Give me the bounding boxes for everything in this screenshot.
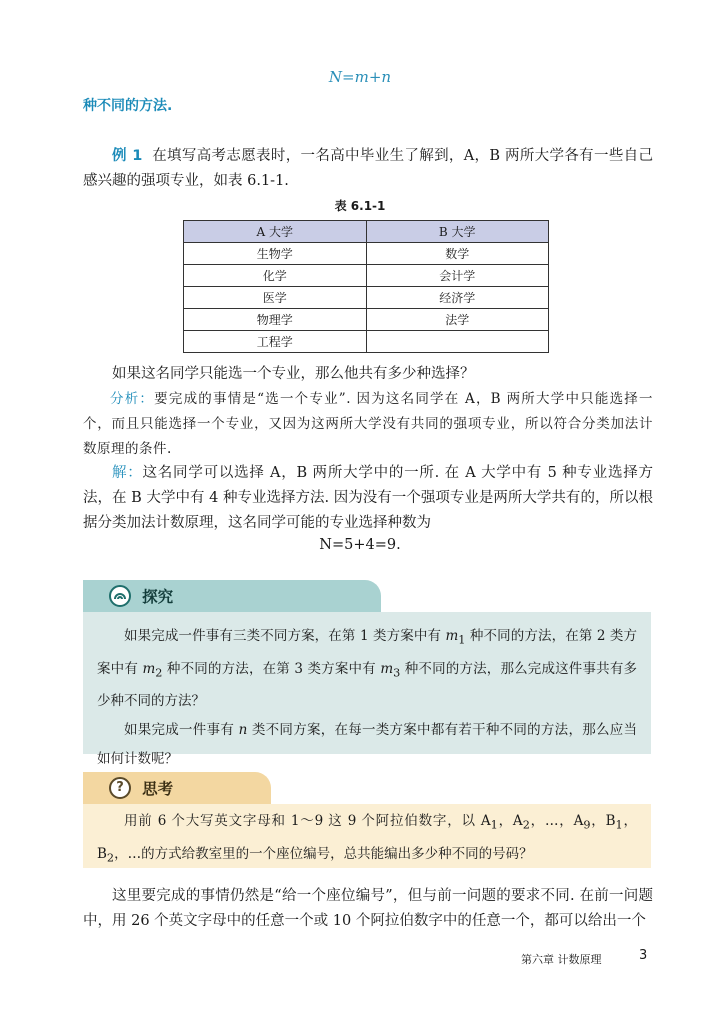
math-sub: 1 (458, 633, 466, 647)
table-cell: 化学 (184, 265, 367, 287)
explore-paragraph-2 (97, 716, 637, 774)
table-header-cell: B 大学 (366, 221, 549, 243)
formula-n-equals-m-plus-n: N=m+n (328, 68, 392, 86)
table-cell: 数学 (366, 243, 549, 265)
explore-paragraph-1 (97, 622, 637, 716)
think-text: ，B (97, 813, 638, 862)
table-cell (366, 331, 549, 353)
table-cell: 会计学 (366, 265, 549, 287)
example-label: 例 1 (112, 148, 143, 164)
solution-formula: N=5+4=9. (319, 537, 401, 553)
explore-text: 种不同的方法，在第 2 类方案中有 (97, 628, 637, 677)
explore-title: 探究 (142, 588, 174, 606)
think-body (83, 804, 651, 868)
explore-text: 种不同的方法，在第 3 类方案中有 (162, 660, 381, 677)
think-tab (83, 772, 271, 804)
think-text: ，A (497, 813, 523, 829)
math-sub: 1 (490, 818, 498, 832)
table-cell: 法学 (366, 309, 549, 331)
think-title: 思考 (142, 780, 174, 798)
example-paragraph (83, 144, 653, 194)
math-var: m (445, 628, 459, 644)
method-line: 种不同的方法. (83, 98, 173, 114)
question-paragraph: 如果这名同学只能选一个专业，那么他共有多少种选择？ (112, 366, 475, 382)
think-text: 用前 6 个大写英文字母和 1～9 这 9 个阿拉伯数字，以 A (124, 813, 491, 829)
think-text: ，…的方式给教室里的一个座位编号，总共能编出多少种不同的号码？ (114, 845, 533, 862)
math-sub: 2 (522, 818, 530, 832)
majors-table (183, 220, 549, 353)
table-row (184, 309, 549, 331)
explore-tab (83, 580, 381, 612)
solution-text: 这名同学可以选择 A，B 两所大学中的一所. 在 A 大学中有 5 种专业选择方法，在 B 大学中有 4 种专业选择方法. 因为没有一个强项专业是两所大学共有的，所以根据分类加法计数原理，这名同学可能的专业选择种数为 (83, 465, 653, 531)
math-sub: 3 (393, 666, 401, 680)
table-cell: 生物学 (184, 243, 367, 265)
explore-text: 如果完成一件事有 (124, 722, 239, 739)
explore-icon (109, 585, 131, 607)
closing-paragraph: 这里要完成的事情仍然是“给一个座位编号”，但与前一问题的要求不同. 在前一问题中，用 26 个英文字母中的任意一个或 10 个阿拉伯数字中的任意一个，都可以给出一个 (83, 888, 653, 929)
think-text: ，B (590, 813, 616, 829)
math-sub: 2 (155, 666, 163, 680)
table-cell: 工程学 (184, 331, 367, 353)
math-var: m (142, 660, 156, 677)
analysis-text: 要完成的事情是“选一个专业”. 因为这名同学在 A，B 两所大学中只能选择一个，而且只能选择一个专业，又因为这两所大学没有共同的强项专业，所以符合分类加法计数原理的条件. (83, 391, 654, 457)
math-sub: 9 (583, 818, 591, 832)
table-row (184, 331, 549, 353)
table-row (184, 243, 549, 265)
explore-body (83, 612, 651, 768)
example-text: 在填写高考志愿表时，一名高中毕业生了解到，A，B 两所大学各有一些自己感兴趣的强项专业，如表 6.1-1. (83, 148, 654, 189)
math-sub: 2 (106, 851, 115, 865)
table-row (184, 265, 549, 287)
explore-text: 如果完成一件事有三类不同方案，在第 1 类方案中有 (124, 628, 446, 644)
math-var: m (380, 660, 394, 677)
math-sub: 1 (615, 818, 623, 832)
think-paragraph (97, 807, 637, 872)
question-circle-icon: ? (109, 777, 131, 799)
table-header-cell: A 大学 (184, 221, 367, 243)
table-title: 表 6.1-1 (334, 199, 386, 213)
table-cell: 物理学 (184, 309, 367, 331)
solution-label: 解： (112, 465, 143, 481)
math-var: n (238, 722, 248, 739)
explore-box (83, 580, 651, 768)
analysis-label: 分析： (110, 391, 155, 407)
solution-paragraph (83, 461, 653, 536)
table-header-row (184, 221, 549, 243)
footer-page-number: 3 (639, 948, 648, 963)
analysis-paragraph (83, 387, 653, 462)
table-row (184, 287, 549, 309)
explore-text: 类不同方案，在每一类方案中都有若干种不同的方法，那么应当如何计数呢？ (97, 722, 637, 768)
table-cell: 医学 (184, 287, 367, 309)
table-cell: 经济学 (366, 287, 549, 309)
footer-chapter: 第六章 计数原理 (521, 953, 602, 966)
think-text: ，…，A (529, 813, 584, 829)
explore-text: 种不同的方法，那么完成这件事共有多少种不同的方法？ (97, 660, 637, 710)
think-box (83, 772, 651, 868)
